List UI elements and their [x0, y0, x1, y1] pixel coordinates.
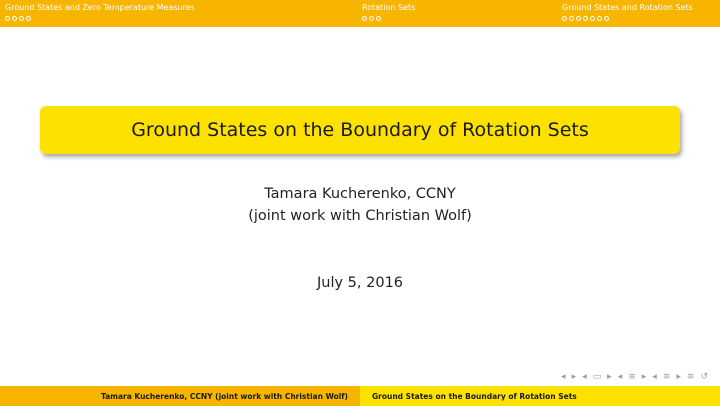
- nav-section-rotation-sets[interactable]: [330, 0, 525, 27]
- nav-dots: [562, 16, 720, 21]
- footer-title-text: Ground States on the Boundary of Rotation Sets: [372, 391, 577, 401]
- author-name: Tamara Kucherenko, CCNY: [264, 186, 456, 202]
- subsection-left-icon[interactable]: ◂: [652, 372, 657, 382]
- frame-dot[interactable]: [362, 16, 367, 21]
- footer-author: [0, 386, 360, 406]
- arrow-right-icon[interactable]: ▸: [571, 372, 577, 382]
- frame-dot[interactable]: [369, 16, 374, 21]
- frame-dot[interactable]: [569, 16, 574, 21]
- navigation-bar: [0, 0, 720, 27]
- frame-dot[interactable]: [597, 16, 602, 21]
- slide-title: Ground States on the Boundary of Rotation Sets: [131, 119, 589, 141]
- beamer-navigation-controls: [561, 372, 708, 382]
- frame-dot[interactable]: [562, 16, 567, 21]
- nav-section-title[interactable]: Ground States and Zero Temperature Measures: [5, 3, 195, 12]
- frame-dot[interactable]: [12, 16, 17, 21]
- section-left-icon[interactable]: ◂: [617, 372, 623, 382]
- author-block: [0, 183, 720, 227]
- search-icon[interactable]: ↺: [700, 372, 708, 382]
- frame-dot[interactable]: [590, 16, 595, 21]
- frame-dot[interactable]: [604, 16, 609, 21]
- section-icon[interactable]: ≡: [628, 372, 636, 382]
- footer-author-text: Tamara Kucherenko, CCNY (joint work with Christian Wolf): [100, 391, 348, 401]
- subsection-icon[interactable]: ≡: [662, 372, 671, 382]
- frame-icon[interactable]: ▭: [592, 372, 602, 382]
- nav-section-title[interactable]: Rotation Sets: [362, 3, 416, 12]
- frame-dot[interactable]: [19, 16, 24, 21]
- frame-dot[interactable]: [576, 16, 581, 21]
- frame-dot[interactable]: [26, 16, 31, 21]
- frame-left-icon[interactable]: ◂: [582, 372, 587, 382]
- frame-dot[interactable]: [5, 16, 10, 21]
- menu-icon[interactable]: ≡: [686, 372, 695, 382]
- subsection-right-icon[interactable]: ▸: [676, 372, 681, 382]
- nav-section-ground-states[interactable]: [0, 0, 330, 27]
- frame-dot[interactable]: [376, 16, 381, 21]
- footer: [0, 386, 720, 406]
- nav-section-ground-states-rotation[interactable]: [525, 0, 720, 27]
- author-collaborator: (joint work with Christian Wolf): [248, 208, 472, 224]
- frame-right-icon[interactable]: ▸: [607, 372, 612, 382]
- nav-dots: [5, 16, 330, 21]
- arrow-left-icon[interactable]: ◂: [561, 372, 566, 382]
- title-box: [40, 106, 680, 154]
- nav-dots: [362, 16, 525, 21]
- footer-title: [360, 386, 720, 406]
- presentation-date: July 5, 2016: [316, 275, 404, 291]
- nav-section-title[interactable]: Ground States and Rotation Sets: [562, 3, 693, 12]
- frame-dot[interactable]: [583, 16, 588, 21]
- section-right-icon[interactable]: ▸: [641, 372, 647, 382]
